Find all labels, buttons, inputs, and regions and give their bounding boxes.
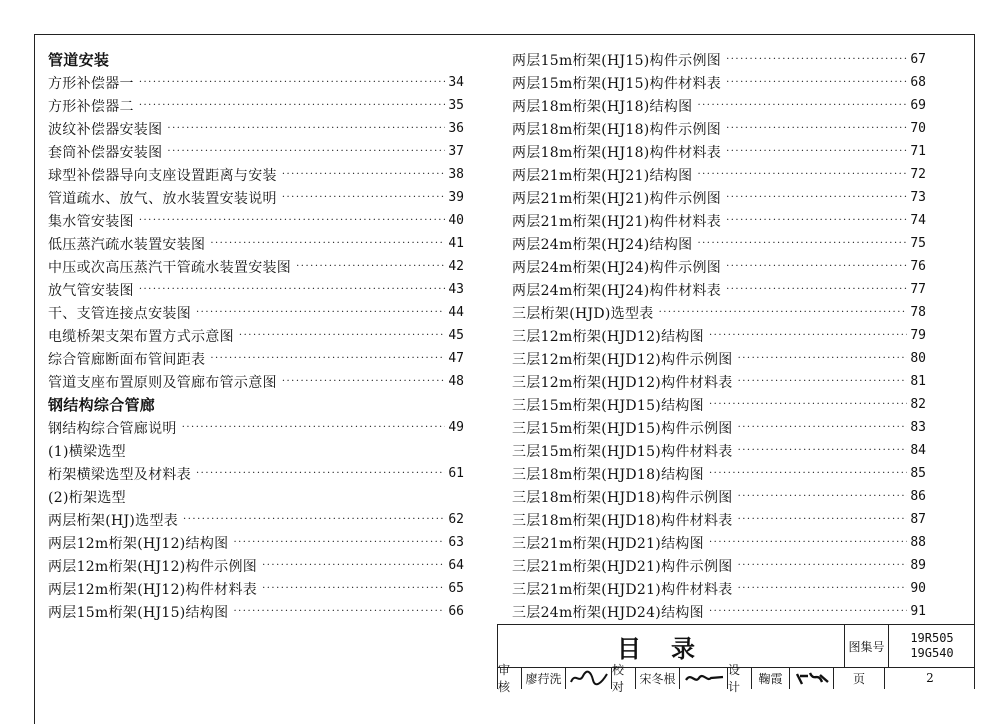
toc-entry-title: 三层15m桁架(HJD15)结构图 — [512, 397, 704, 414]
title-block-bottom — [498, 663, 975, 694]
toc-entry[interactable] — [48, 94, 464, 117]
toc-page-number: 78 — [910, 305, 926, 320]
toc-entry[interactable] — [512, 508, 926, 531]
dot-leader — [139, 278, 446, 301]
toc-entry-title: 干、支管连接点安装图 — [48, 305, 191, 322]
dot-leader — [262, 554, 445, 577]
dot-leader — [139, 209, 446, 232]
dot-leader — [726, 278, 907, 301]
toc-page-number: 68 — [910, 75, 926, 90]
dot-leader — [282, 370, 446, 393]
document-title: 目录 — [498, 625, 845, 667]
toc-entry[interactable] — [512, 370, 926, 393]
toc-page-number: 87 — [910, 512, 926, 527]
toc-entry-title: 三层桁架(HJD)选型表 — [512, 305, 654, 322]
toc-entry-title: 两层15m桁架(HJ15)结构图 — [48, 604, 229, 621]
toc-left-column — [48, 48, 464, 623]
toc-page-number: 34 — [448, 75, 464, 90]
toc-entry-title: 三层18m桁架(HJD18)结构图 — [512, 466, 704, 483]
toc-subheading — [48, 485, 464, 508]
toc-page-number: 70 — [910, 121, 926, 136]
toc-entry[interactable] — [48, 255, 464, 278]
toc-entry-title: 三层21m桁架(HJD21)构件材料表 — [512, 581, 733, 598]
reviewer-signature — [566, 667, 612, 689]
dot-leader — [296, 255, 445, 278]
dot-leader — [239, 324, 445, 347]
toc-entry[interactable] — [48, 71, 464, 94]
toc-page-number: 69 — [910, 98, 926, 113]
toc-page-number: 43 — [448, 282, 464, 297]
toc-entry-title: 三层15m桁架(HJD15)构件示例图 — [512, 420, 733, 437]
toc-page-number: 44 — [448, 305, 464, 320]
toc-page-number: 80 — [910, 351, 926, 366]
toc-page-number: 77 — [910, 282, 926, 297]
dot-leader — [738, 485, 908, 508]
dot-leader — [659, 301, 908, 324]
dot-leader — [167, 140, 445, 163]
toc-page-number: 71 — [910, 144, 926, 159]
dot-leader — [233, 600, 445, 623]
toc-entry[interactable] — [512, 600, 926, 623]
toc-entry-title: 桁架横梁选型及材料表 — [48, 466, 191, 483]
toc-entry[interactable] — [512, 416, 926, 439]
toc-entry[interactable] — [512, 278, 926, 301]
dot-leader — [697, 232, 907, 255]
toc-entry[interactable] — [512, 186, 926, 209]
toc-entry-title: 三层12m桁架(HJD12)构件材料表 — [512, 374, 733, 391]
toc-page-number: 76 — [910, 259, 926, 274]
toc-page-number: 86 — [910, 489, 926, 504]
toc-entry-title: 两层15m桁架(HJ15)构件材料表 — [512, 75, 722, 92]
toc-entry-title: 综合管廊断面布管间距表 — [48, 351, 206, 368]
toc-entry[interactable] — [512, 439, 926, 462]
toc-page-number: 81 — [910, 374, 926, 389]
dot-leader — [726, 71, 907, 94]
check-label: 校对 — [612, 667, 636, 689]
toc-entry-title: 两层21m桁架(HJ21)构件示例图 — [512, 190, 722, 207]
toc-entry-title: 电缆桥架支架布置方式示意图 — [48, 328, 234, 345]
toc-entry[interactable] — [48, 508, 464, 531]
toc-entry-title: 钢结构综合管廊说明 — [48, 420, 177, 437]
toc-entry[interactable] — [48, 600, 464, 623]
atlas-number — [889, 625, 975, 667]
toc-page-number: 89 — [910, 558, 926, 573]
dot-leader — [139, 94, 446, 117]
toc-entry[interactable] — [48, 347, 464, 370]
toc-entry-title: 方形补偿器二 — [48, 98, 134, 115]
toc-entry[interactable] — [512, 209, 926, 232]
dot-leader — [167, 117, 445, 140]
toc-entry[interactable] — [48, 163, 464, 186]
toc-page-number: 62 — [448, 512, 464, 527]
dot-leader — [738, 508, 908, 531]
toc-entry-title: 三层18m桁架(HJD18)构件示例图 — [512, 489, 733, 506]
toc-entry[interactable] — [48, 416, 464, 439]
toc-right-column — [512, 48, 926, 623]
toc-entry[interactable] — [48, 209, 464, 232]
checker-name: 宋冬根 — [636, 667, 680, 689]
dot-leader — [697, 94, 907, 117]
dot-leader — [182, 416, 446, 439]
toc-entry[interactable] — [48, 577, 464, 600]
toc-page-number: 85 — [910, 466, 926, 481]
toc-entry[interactable] — [48, 117, 464, 140]
dot-leader — [726, 186, 907, 209]
toc-page-number: 61 — [448, 466, 464, 481]
toc-entry[interactable] — [512, 163, 926, 186]
toc-entry-title: 两层桁架(HJ)选型表 — [48, 512, 179, 529]
toc-entry-title: 两层24m桁架(HJ24)构件示例图 — [512, 259, 722, 276]
review-label: 审核 — [498, 667, 522, 689]
toc-entry-title: 三层21m桁架(HJD21)结构图 — [512, 535, 704, 552]
dot-leader — [726, 140, 907, 163]
toc-page-number: 91 — [910, 604, 926, 619]
toc-page-number: 39 — [448, 190, 464, 205]
toc-page-number: 63 — [448, 535, 464, 550]
toc-entry[interactable] — [48, 186, 464, 209]
toc-entry[interactable] — [512, 485, 926, 508]
atlas-number-label: 图集号 — [845, 625, 889, 667]
dot-leader — [709, 531, 907, 554]
designer-signature — [790, 667, 834, 689]
toc-page-number: 35 — [448, 98, 464, 113]
toc-page-number: 41 — [448, 236, 464, 251]
toc-entry[interactable] — [512, 140, 926, 163]
toc-page-number: 36 — [448, 121, 464, 136]
toc-page-number: 79 — [910, 328, 926, 343]
toc-page-number: 38 — [448, 167, 464, 182]
toc-entry-title: 两层24m桁架(HJ24)构件材料表 — [512, 282, 722, 299]
toc-entry-title: 三层21m桁架(HJD21)构件示例图 — [512, 558, 733, 575]
toc-page-number: 84 — [910, 443, 926, 458]
toc-entry[interactable] — [48, 140, 464, 163]
toc-entry[interactable] — [512, 393, 926, 416]
toc-entry[interactable] — [512, 301, 926, 324]
dot-leader — [709, 462, 907, 485]
toc-entry-title: 套筒补偿器安装图 — [48, 144, 163, 161]
toc-page-number: 42 — [448, 259, 464, 274]
toc-page-number: 75 — [910, 236, 926, 251]
toc-entry[interactable] — [512, 462, 926, 485]
toc-entry-title: 三层18m桁架(HJD18)构件材料表 — [512, 512, 733, 529]
dot-leader — [726, 209, 907, 232]
toc-page-number: 74 — [910, 213, 926, 228]
toc-entry-title: 两层12m桁架(HJ12)结构图 — [48, 535, 229, 552]
toc-section-heading — [48, 393, 464, 416]
dot-leader — [697, 163, 907, 186]
toc-page-number: 90 — [910, 581, 926, 596]
toc-page-number: 82 — [910, 397, 926, 412]
toc-entry-title: 两层18m桁架(HJ18)构件示例图 — [512, 121, 722, 138]
dot-leader — [738, 439, 908, 462]
dot-leader — [210, 347, 445, 370]
toc-entry-title: 集水管安装图 — [48, 213, 134, 230]
dot-leader — [738, 554, 908, 577]
toc-entry-title: (1)横梁选型 — [48, 443, 126, 460]
dot-leader — [726, 117, 907, 140]
toc-page-number: 47 — [448, 351, 464, 366]
toc-entry-title: 方形补偿器一 — [48, 75, 134, 92]
design-label: 设计 — [728, 667, 752, 689]
toc-entry-title: 管道安装 — [48, 51, 110, 69]
toc-entry[interactable] — [512, 232, 926, 255]
toc-entry[interactable] — [48, 324, 464, 347]
reviewer-name: 廖荇洗 — [522, 667, 566, 689]
toc-entry[interactable] — [48, 462, 464, 485]
dot-leader — [738, 416, 908, 439]
toc-entry[interactable] — [48, 278, 464, 301]
dot-leader — [139, 71, 446, 94]
toc-entry[interactable] — [48, 370, 464, 393]
toc-page-number: 64 — [448, 558, 464, 573]
toc-page-number: 40 — [448, 213, 464, 228]
toc-page-number: 45 — [448, 328, 464, 343]
dot-leader — [726, 255, 907, 278]
dot-leader — [738, 577, 908, 600]
toc-entry-title: 三层24m桁架(HJD24)结构图 — [512, 604, 704, 621]
toc-entry[interactable] — [512, 255, 926, 278]
dot-leader — [709, 600, 907, 623]
toc-page-number: 37 — [448, 144, 464, 159]
toc-page-number: 67 — [910, 52, 926, 67]
dot-leader — [709, 324, 907, 347]
toc-entry-title: 钢结构综合管廊 — [48, 396, 156, 414]
toc-page-number: 66 — [448, 604, 464, 619]
toc-section-heading — [48, 48, 464, 71]
toc-entry-title: 两层24m桁架(HJ24)结构图 — [512, 236, 693, 253]
dot-leader — [738, 347, 908, 370]
toc-entry[interactable] — [48, 554, 464, 577]
toc-page-number: 88 — [910, 535, 926, 550]
toc-entry[interactable] — [512, 531, 926, 554]
toc-entry[interactable] — [512, 577, 926, 600]
toc-entry-title: (2)桁架选型 — [48, 489, 126, 506]
designer-name: 鞠霞 — [752, 667, 790, 689]
dot-leader — [709, 393, 907, 416]
atlas-number-2: 19G540 — [910, 646, 954, 660]
toc-page-number: 49 — [448, 420, 464, 435]
dot-leader — [196, 301, 445, 324]
page-frame-right — [974, 34, 975, 689]
atlas-number-1: 19R505 — [910, 631, 954, 645]
toc-entry[interactable] — [512, 94, 926, 117]
toc-entry-title: 中压或次高压蒸汽干管疏水装置安装图 — [48, 259, 292, 276]
dot-leader — [210, 232, 445, 255]
dot-leader — [196, 462, 445, 485]
toc-entry[interactable] — [48, 301, 464, 324]
toc-entry[interactable] — [48, 531, 464, 554]
toc-entry-title: 两层21m桁架(HJ21)结构图 — [512, 167, 693, 184]
toc-entry-title: 两层18m桁架(HJ18)构件材料表 — [512, 144, 722, 161]
toc-entry[interactable] — [512, 324, 926, 347]
toc-page-number: 72 — [910, 167, 926, 182]
dot-leader — [233, 531, 445, 554]
toc-entry[interactable] — [512, 554, 926, 577]
checker-signature — [680, 667, 728, 689]
toc-page-number: 73 — [910, 190, 926, 205]
toc-entry-title: 低压蒸汽疏水装置安装图 — [48, 236, 206, 253]
toc-entry-title: 球型补偿器导向支座设置距离与安装 — [48, 167, 277, 184]
toc-entry-title: 三层15m桁架(HJD15)构件材料表 — [512, 443, 733, 460]
toc-entry-title: 波纹补偿器安装图 — [48, 121, 163, 138]
toc-entry-title: 三层12m桁架(HJD12)结构图 — [512, 328, 704, 345]
toc-page-number: 83 — [910, 420, 926, 435]
toc-entry-title: 两层15m桁架(HJ15)构件示例图 — [512, 52, 722, 69]
toc-entry[interactable] — [512, 48, 926, 71]
toc-entry-title: 两层18m桁架(HJ18)结构图 — [512, 98, 693, 115]
toc-entry-title: 放气管安装图 — [48, 282, 134, 299]
toc-entry-title: 管道支座布置原则及管廊布管示意图 — [48, 374, 277, 391]
page-label: 页 — [834, 667, 885, 689]
toc-page-number: 48 — [448, 374, 464, 389]
toc-subheading — [48, 439, 464, 462]
toc-entry-title: 两层21m桁架(HJ21)构件材料表 — [512, 213, 722, 230]
toc-page-number: 65 — [448, 581, 464, 596]
title-block — [497, 624, 975, 694]
toc-entry[interactable] — [48, 232, 464, 255]
toc-entry[interactable] — [512, 117, 926, 140]
toc-entry[interactable] — [512, 71, 926, 94]
dot-leader — [738, 370, 908, 393]
page-number: 2 — [926, 671, 934, 685]
dot-leader — [726, 48, 907, 71]
toc-entry-title: 三层12m桁架(HJD12)构件示例图 — [512, 351, 733, 368]
toc-entry[interactable] — [512, 347, 926, 370]
dot-leader — [183, 508, 445, 531]
dot-leader — [262, 577, 445, 600]
toc-entry-title: 管道疏水、放气、放水装置安装说明 — [48, 190, 277, 207]
toc-entry-title: 两层12m桁架(HJ12)构件示例图 — [48, 558, 258, 575]
toc-entry-title: 两层12m桁架(HJ12)构件材料表 — [48, 581, 258, 598]
dot-leader — [282, 163, 446, 186]
dot-leader — [282, 186, 446, 209]
